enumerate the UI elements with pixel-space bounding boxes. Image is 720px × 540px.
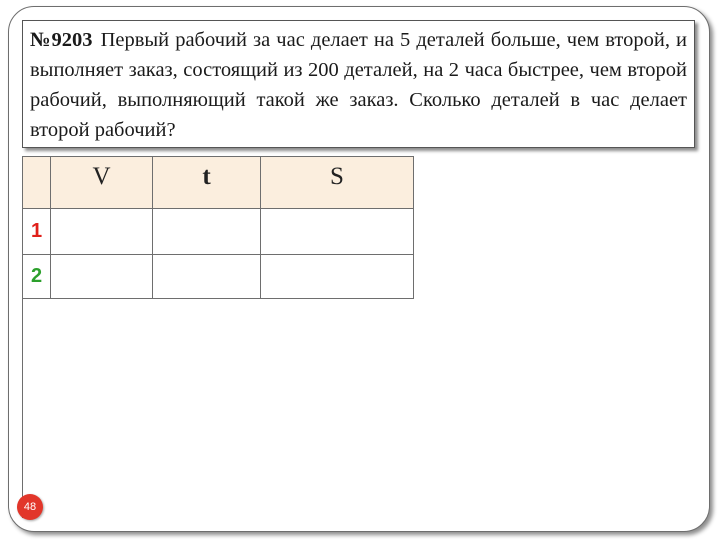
cell-row2-s <box>261 255 414 299</box>
row-number-2: 2 <box>30 265 43 287</box>
header-cell-s <box>261 157 414 209</box>
cell-row1-s <box>261 209 414 255</box>
header-cell-v <box>51 157 153 209</box>
row-label-cell <box>23 255 51 299</box>
row-label-cell <box>23 209 51 255</box>
cell-row2-v <box>51 255 153 299</box>
header-v-label: V <box>92 163 111 190</box>
cell-row1-v <box>51 209 153 255</box>
header-corner-cell <box>23 157 51 209</box>
table-row <box>23 209 414 255</box>
problem-number: №9203 <box>30 29 93 51</box>
row-number-1: 1 <box>30 220 43 242</box>
problem-text: Первый рабочий за час делает на 5 деталей больше, чем второй, и выполняет заказ, состоящий из 200 деталей, на 2 часа быстрее, чем второй рабочий, выполняющий такой же заказ. Сколько деталей в час делает второй рабочий? <box>30 29 688 141</box>
table-row <box>23 255 414 299</box>
problem-statement <box>22 20 695 148</box>
header-t-label: t <box>202 163 211 190</box>
header-s-label: S <box>330 163 344 190</box>
vts-table <box>22 156 414 299</box>
header-cell-t <box>153 157 261 209</box>
page-number-badge: 48 <box>17 494 43 520</box>
cell-row2-t <box>153 255 261 299</box>
table-header-row <box>23 157 414 209</box>
cell-row1-t <box>153 209 261 255</box>
left-border-line <box>22 298 23 518</box>
